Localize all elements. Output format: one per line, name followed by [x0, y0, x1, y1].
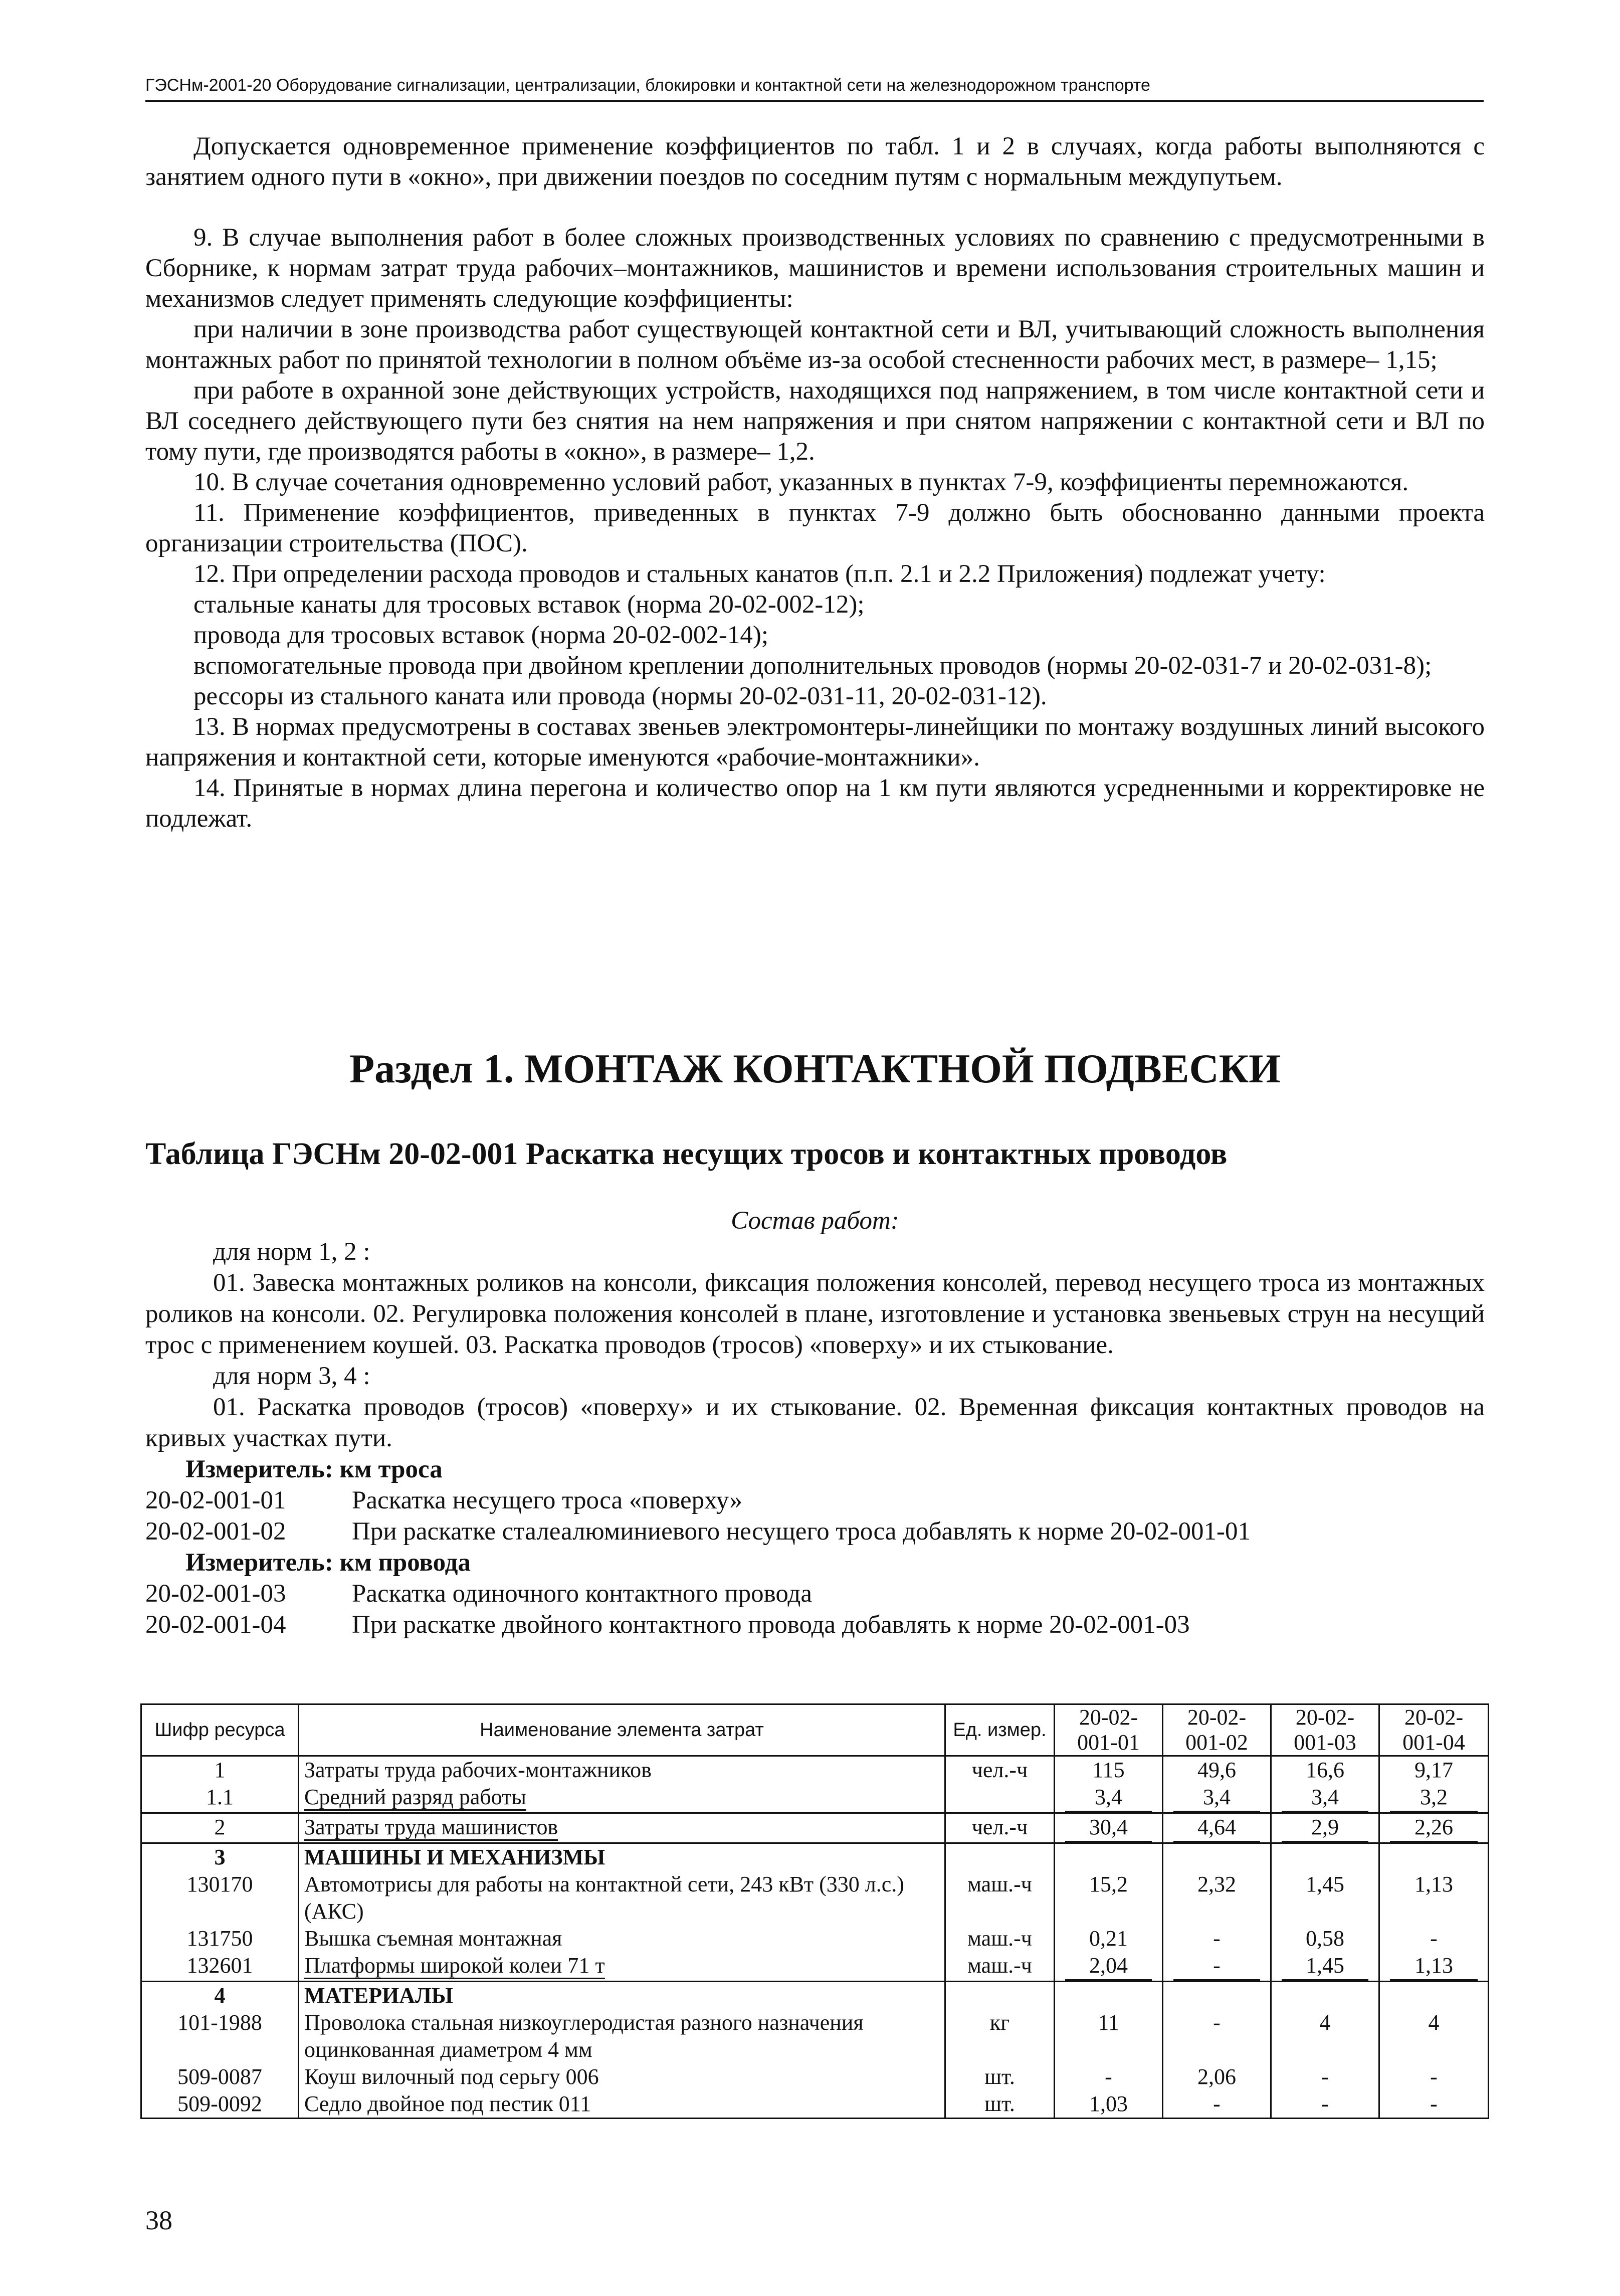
cell-norm-01 [1055, 1952, 1163, 1982]
cell-text: Седло двойное под пестик 011 [304, 2091, 591, 2116]
cell-norm-04 [1379, 1843, 1489, 1871]
cell-norm-01 [1055, 1813, 1163, 1843]
norm-item [145, 1516, 1485, 1547]
cell-text: - [1213, 2091, 1221, 2116]
cell-norm-03 [1271, 1925, 1379, 1952]
intro-text [145, 131, 1485, 834]
cell-text: 11 [1098, 2010, 1119, 2035]
cell-name [299, 1813, 945, 1843]
cell-text: МАТЕРИАЛЫ [304, 1983, 453, 2008]
works-heading: Состав работ: [731, 1207, 899, 1235]
cell-name [299, 1843, 945, 1871]
cell-norm-03 [1271, 1756, 1379, 1784]
cell-code [141, 1843, 299, 1871]
cell-norm-04 [1379, 2009, 1489, 2063]
cell-text: 4 [214, 1983, 226, 2008]
cell-code [141, 1925, 299, 1952]
cell-text: - [1213, 1926, 1221, 1951]
cell-text: Автомотрисы для работы на контактной сети, 243 кВт (330 л.с.) (АКС) [304, 1872, 904, 1924]
paragraph: 13. В нормах предусмотрены в составах звеньев электромонтеры-линейщики по монтажу воздушных линий высокого напряжения и контактной сети, которые именуются «рабочие-монтажники». [145, 713, 1485, 772]
page-number: 38 [145, 2205, 172, 2235]
cell-unit [945, 1982, 1055, 2010]
table-row [141, 1982, 1489, 2010]
cell-text: Затраты труда машинистов [304, 1815, 558, 1841]
norm-list-1 [145, 1485, 1485, 1547]
table-row [141, 1843, 1489, 1871]
table-title: Таблица ГЭСНм 20-02-001 Раскатка несущих тросов и контактных проводов [145, 1137, 1228, 1171]
cell-code [141, 2063, 299, 2090]
cell-text: 1.1 [206, 1785, 234, 1809]
paragraph: 10. В случае сочетания одновременно условий работ, указанных в пунктах 7-9, коэффициенты перемножаются. [193, 468, 1409, 496]
cell-text: Вышка съемная монтажная [304, 1926, 562, 1951]
cell-text: 9,17 [1414, 1758, 1453, 1782]
paragraph: Допускается одновременное применение коэффициентов по табл. 1 и 2 в случаях, когда работы выполняются с занятием одного пути в «окно», при движении поездов по соседним путям с нормальным междупутьем. [145, 132, 1485, 191]
cell-unit [945, 2009, 1055, 2063]
cell-norm-04 [1379, 2063, 1489, 2090]
table-row [141, 1952, 1489, 1982]
cell-text: шт. [984, 2091, 1015, 2116]
cell-norm-01 [1055, 1982, 1163, 2010]
cell-text: Затраты труда рабочих-монтажников [304, 1758, 652, 1782]
table-row [141, 2063, 1489, 2090]
cell-text: 3 [214, 1845, 226, 1869]
cell-text: - [1430, 2064, 1438, 2089]
cost-table [140, 1703, 1489, 2119]
cell-norm-01 [1055, 1843, 1163, 1871]
cell-norm-02 [1163, 1784, 1271, 1813]
cell-norm-02 [1163, 1871, 1271, 1925]
cell-text: - [1213, 2010, 1221, 2035]
col-header-norm-01: 20-02-001-01 [1055, 1704, 1163, 1756]
cell-unit [945, 1925, 1055, 1952]
cell-norm-04 [1379, 1925, 1489, 1952]
cell-text: чел.-ч [971, 1758, 1028, 1782]
cell-norm-03 [1271, 2090, 1379, 2119]
cell-unit [945, 1871, 1055, 1925]
cell-norm-03 [1271, 1843, 1379, 1871]
cell-norm-04 [1379, 2090, 1489, 2119]
running-header: ГЭСНм-2001-20 Оборудование сигнализации, централизации, блокировки и контактной сети на железнодорожном транспорте [145, 75, 1484, 102]
norm-name: Раскатка одиночного контактного провода [352, 1580, 812, 1608]
table-row [141, 1813, 1489, 1843]
cell-text: маш.-ч [967, 1953, 1032, 1978]
paragraph: провода для тросовых вставок (норма 20-02-002-14); [193, 621, 769, 649]
norms-1-2-text: 01. Завеска монтажных роликов на консоли, фиксация положения консолей, перевод несущего троса из монтажных роликов на консоли. 02. Регулировка положения консолей в плане, изготовление и установка звеньевых струн на несущий трос с применением коушей. 03. Раскатка проводов (тросов) «поверху» и их стыкование. [145, 1269, 1485, 1359]
cell-code [141, 1982, 299, 2010]
cell-text: 131750 [186, 1926, 253, 1951]
cell-text: 0,21 [1089, 1926, 1128, 1951]
table-header-row [141, 1704, 1489, 1756]
paragraph: 12. При определении расхода проводов и стальных канатов (п.п. 2.1 и 2.2 Приложения) подлежат учету: [193, 560, 1326, 588]
cell-text: - [1105, 2064, 1112, 2089]
cell-text: 115 [1092, 1758, 1125, 1782]
cell-text: 30,4 [1065, 1814, 1152, 1842]
cell-text: 2,32 [1197, 1872, 1236, 1896]
cell-text: 1,45 [1306, 1872, 1344, 1896]
cell-text: 509-0087 [177, 2064, 262, 2089]
paragraph: стальные канаты для тросовых вставок (норма 20-02-002-12); [193, 591, 865, 619]
cell-norm-04 [1379, 1784, 1489, 1813]
cell-text: 1,13 [1414, 1872, 1453, 1896]
cell-norm-01 [1055, 2063, 1163, 2090]
col-header-name: Наименование элемента затрат [299, 1704, 945, 1756]
norm-code: 20-02-001-03 [145, 1580, 286, 1608]
cell-norm-02 [1163, 1925, 1271, 1952]
cell-text: маш.-ч [967, 1926, 1032, 1951]
cell-code [141, 1756, 299, 1784]
cell-unit [945, 1756, 1055, 1784]
cell-norm-02 [1163, 1756, 1271, 1784]
cell-unit [945, 1784, 1055, 1813]
measure-label-1: Измеритель: км троса [185, 1455, 443, 1483]
col-header-norm-02: 20-02-001-02 [1163, 1704, 1271, 1756]
cell-text: МАШИНЫ И МЕХАНИЗМЫ [304, 1845, 605, 1869]
cell-norm-02 [1163, 2090, 1271, 2119]
cell-name [299, 2009, 945, 2063]
cell-norm-02 [1163, 2009, 1271, 2063]
norm-code: 20-02-001-04 [145, 1611, 286, 1639]
col-header-code: Шифр ресурса [141, 1704, 299, 1756]
cell-text: 2 [214, 1815, 226, 1839]
paragraph: вспомогательные провода при двойном креплении дополнительных проводов (нормы 20-02-031-7 и 20-02-031-8); [193, 652, 1432, 680]
col-header-norm-04: 20-02-001-04 [1379, 1704, 1489, 1756]
cell-text: 49,6 [1197, 1758, 1236, 1782]
cell-code [141, 1813, 299, 1843]
cell-text: 101-1988 [177, 2010, 262, 2035]
cell-unit [945, 1952, 1055, 1982]
cell-norm-01 [1055, 2090, 1163, 2119]
norm-item [145, 1609, 1485, 1640]
cell-text: 2,06 [1197, 2064, 1236, 2089]
norm-item [145, 1485, 1485, 1516]
cell-norm-02 [1163, 1982, 1271, 2010]
cell-text: шт. [984, 2064, 1015, 2089]
table-row [141, 1756, 1489, 1784]
cell-text: - [1321, 2064, 1329, 2089]
norm-name: При раскатке сталеалюминиевого несущего троса добавлять к норме 20-02-001-01 [352, 1517, 1251, 1546]
cell-text: Платформы широкой колеи 71 т [304, 1953, 605, 1979]
cell-text: 3,4 [1173, 1784, 1261, 1812]
cell-text: - [1430, 1926, 1438, 1951]
cell-text: 1,13 [1390, 1952, 1478, 1981]
cell-text: 132601 [186, 1953, 253, 1978]
cell-norm-02 [1163, 1843, 1271, 1871]
cell-unit [945, 2090, 1055, 2119]
cell-norm-04 [1379, 1756, 1489, 1784]
cell-text: 509-0092 [177, 2091, 262, 2116]
norm-item [145, 1578, 1485, 1609]
cell-code [141, 1871, 299, 1925]
paragraph: рессоры из стального каната или провода (нормы 20-02-031-11, 20-02-031-12). [193, 682, 1047, 710]
cell-norm-03 [1271, 1952, 1379, 1982]
cell-name [299, 2090, 945, 2119]
paragraph: при наличии в зоне производства работ существующей контактной сети и ВЛ, учитывающий сложность выполнения монтажных работ по принятой технологии в полном объёме из-за особой стесненности рабочих мест, в размере– 1,15; [145, 315, 1485, 374]
norms-1-2-label: для норм 1, 2 : [213, 1238, 370, 1266]
cell-name [299, 1982, 945, 2010]
cell-text: 3,4 [1065, 1784, 1152, 1812]
cell-text: 3,4 [1282, 1784, 1369, 1812]
cell-unit [945, 1843, 1055, 1871]
paragraph: при работе в охранной зоне действующих устройств, находящихся под напряжением, в том числе контактной сети и ВЛ соседнего действующего пути без снятия на нем напряжения и при снятом напряжении с контактной сети и ВЛ по тому пути, где производятся работы в «окно», в размере– 1,2. [145, 376, 1485, 466]
cell-name [299, 2063, 945, 2090]
cell-text: 1,03 [1089, 2091, 1128, 2116]
cell-name [299, 1784, 945, 1813]
cell-text: 2,9 [1282, 1814, 1369, 1842]
cell-norm-03 [1271, 1784, 1379, 1813]
table-row [141, 1871, 1489, 1925]
cell-norm-04 [1379, 1982, 1489, 2010]
cell-norm-01 [1055, 2009, 1163, 2063]
cell-norm-01 [1055, 1784, 1163, 1813]
cell-text: 16,6 [1306, 1758, 1344, 1782]
cell-norm-01 [1055, 1925, 1163, 1952]
paragraph: 14. Принятые в нормах длина перегона и количество опор на 1 км пути являются усредненными и корректировке не подлежат. [145, 774, 1485, 833]
cell-code [141, 2009, 299, 2063]
cell-name [299, 1871, 945, 1925]
cell-norm-04 [1379, 1952, 1489, 1982]
cell-norm-03 [1271, 1871, 1379, 1925]
norm-name: Раскатка несущего троса «поверху» [352, 1486, 742, 1514]
measure-label-2: Измеритель: км провода [185, 1549, 471, 1577]
col-header-unit: Ед. измер. [945, 1704, 1055, 1756]
cell-norm-03 [1271, 1982, 1379, 2010]
table-row [141, 2090, 1489, 2119]
norms-3-4-label: для норм 3, 4 : [213, 1362, 370, 1390]
cell-text: Коуш вилочный под серьгу 006 [304, 2064, 599, 2089]
paragraph: 9. В случае выполнения работ в более сложных производственных условиях по сравнению с предусмотренными в Сборнике, к нормам затрат труда рабочих–монтажников, машинистов и времени использования строительных машин и механизмов следует применять следующие коэффициенты: [145, 224, 1485, 313]
cell-text: Проволока стальная низкоуглеродистая разного назначения оцинкованная диаметром 4 мм [304, 2010, 864, 2062]
cell-text: 3,2 [1390, 1784, 1478, 1812]
cell-name [299, 1925, 945, 1952]
cell-text: 4 [1319, 2010, 1331, 2035]
cell-norm-02 [1163, 1952, 1271, 1982]
cell-norm-01 [1055, 1871, 1163, 1925]
table-row [141, 2009, 1489, 2063]
cell-code [141, 2090, 299, 2119]
cell-norm-03 [1271, 1813, 1379, 1843]
cell-norm-03 [1271, 2063, 1379, 2090]
table-row [141, 1784, 1489, 1813]
cell-code [141, 1784, 299, 1813]
cell-name [299, 1756, 945, 1784]
cell-norm-04 [1379, 1871, 1489, 1925]
cell-code [141, 1952, 299, 1982]
norm-name: При раскатке двойного контактного провода добавлять к норме 20-02-001-03 [352, 1611, 1190, 1639]
cell-text: - [1173, 1952, 1261, 1981]
cell-text: чел.-ч [971, 1815, 1028, 1839]
cell-text: 2,26 [1390, 1814, 1478, 1842]
section-title: Раздел 1. МОНТАЖ КОНТАКТНОЙ ПОДВЕСКИ [349, 1046, 1281, 1091]
cell-unit [945, 2063, 1055, 2090]
cell-text: 0,58 [1306, 1926, 1344, 1951]
cell-text: - [1430, 2091, 1438, 2116]
table-row [141, 1925, 1489, 1952]
norms-3-4-text: 01. Раскатка проводов (тросов) «поверху» и их стыкование. 02. Временная фиксация контактных проводов на кривых участках пути. [145, 1393, 1485, 1452]
works-composition [145, 1205, 1485, 1640]
cell-text: 1 [214, 1758, 226, 1782]
norm-list-2 [145, 1578, 1485, 1640]
cell-text: 4 [1428, 2010, 1440, 2035]
cell-norm-03 [1271, 2009, 1379, 2063]
cell-text: 2,04 [1065, 1952, 1152, 1981]
cell-text: 15,2 [1089, 1872, 1128, 1896]
norm-code: 20-02-001-01 [145, 1486, 286, 1514]
cell-norm-01 [1055, 1756, 1163, 1784]
cell-text: - [1321, 2091, 1329, 2116]
cell-text: маш.-ч [967, 1872, 1032, 1896]
cell-text: Средний разряд работы [304, 1785, 526, 1811]
cell-text: 1,45 [1282, 1952, 1369, 1981]
cell-name [299, 1952, 945, 1982]
col-header-norm-03: 20-02-001-03 [1271, 1704, 1379, 1756]
cell-text: 4,64 [1173, 1814, 1261, 1842]
cell-norm-04 [1379, 1813, 1489, 1843]
norm-code: 20-02-001-02 [145, 1517, 286, 1546]
cell-unit [945, 1813, 1055, 1843]
cell-text: кг [989, 2010, 1010, 2035]
paragraph: 11. Применение коэффициентов, приведенных в пунктах 7-9 должно быть обоснованно данными проекта организации строительства (ПОС). [145, 499, 1485, 557]
cell-norm-02 [1163, 2063, 1271, 2090]
cell-norm-02 [1163, 1813, 1271, 1843]
cell-text: 130170 [186, 1872, 253, 1896]
